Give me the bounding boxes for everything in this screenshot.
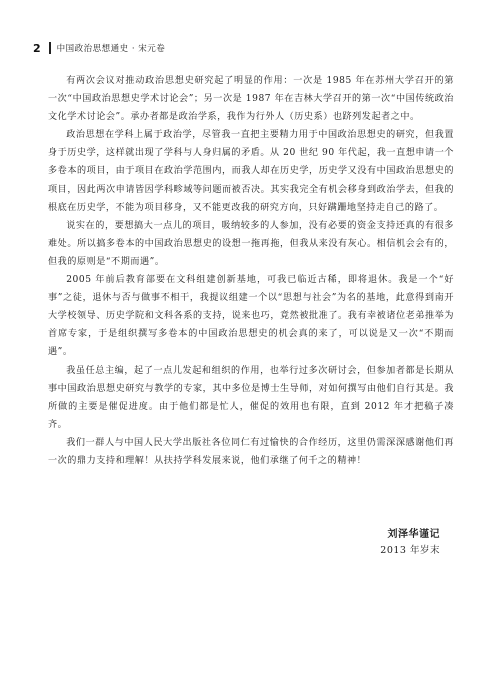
author-signature: 刘泽华谨记 bbox=[387, 529, 440, 540]
paragraph-1: 有两次会议对推动政治思想史研究起了明显的作用：一次是 1985 年在苏州大学召开的第一次“中国政治思想史学术讨论会”；另一次是 1987 年在吉林大学召开的第一次“中国传统政治文化学术讨论会”。承办者都是政治学系，我作为行外人（历史系）也跻列发起者之中。 bbox=[48, 76, 454, 123]
page-header bbox=[33, 40, 165, 56]
signature-block bbox=[380, 527, 440, 559]
paragraph-2: 政治思想在学科上属于政治学，尽管我一直把主要精力用于中国政治思想史的研究，但我置身于历史学，这样就出现了学科与人身归属的矛盾。从 20 世纪 90 年代起，我一直想申请一个多卷本的项目，由于项目在政治学范围内，而我人却在历史学，历史学又没有中国政治思想史的项目，因此两次申请皆因学科畛域等问题而被否决。其实我完全有机会移身到政治学去，但我的根底在历史学，不能为项目移身，又不能更改我的研究方向，只好蹒跚地坚持走自己的路了。 bbox=[48, 130, 454, 213]
signature-date: 2013 年岁末 bbox=[380, 545, 440, 556]
header-divider bbox=[49, 42, 51, 54]
paragraph-3: 说实在的，要想搞大一点儿的项目，吸纳较多的人参加，没有必要的资金支持还真的有很多难处。所以搞多卷本的中国政治思想史的设想一拖再拖，但我从来没有灰心。相信机会会有的，但我的原则是“不期而遇”。 bbox=[48, 220, 454, 267]
body-text bbox=[48, 72, 454, 470]
paragraph-4: 2005 年前后教育部要在文科组建创新基地，可我已临近古稀，即将退休。我是一个“好事”之徒，退休与否与做事不相干，我提议组建一个以“思想与社会”为名的基地，此意得到南开大学校领导、历史学院和文科各系的支持，说来也巧，竟然被批准了。我有幸被诸位老弟推举为首席专家，于是组织撰写多卷本的中国政治思想史的机会真的来了，可以说是又一次“不期而遇”。 bbox=[48, 275, 454, 358]
paragraph-5: 我虽任总主编，起了一点儿发起和组织的作用，也举行过多次研讨会，但参加者都是长期从事中国政治思想史研究与教学的专家，其中多位是博士生导师，对如何撰写由他们自行其是。我所做的主要是催促进度。由于他们都是忙人，催促的效用也有限，直到 2012 年才把稿子凑齐。 bbox=[48, 365, 454, 430]
paragraph-6: 我们一群人与中国人民大学出版社各位同仁有过愉快的合作经历，这里仍需深深感谢他们再一次的鼎力支持和理解！从扶持学科发展来说，他们承继了何千之的精神！ bbox=[48, 437, 454, 466]
page-number: 2 bbox=[33, 41, 41, 55]
running-title: 中国政治思想通史 · 宋元卷 bbox=[56, 44, 166, 54]
